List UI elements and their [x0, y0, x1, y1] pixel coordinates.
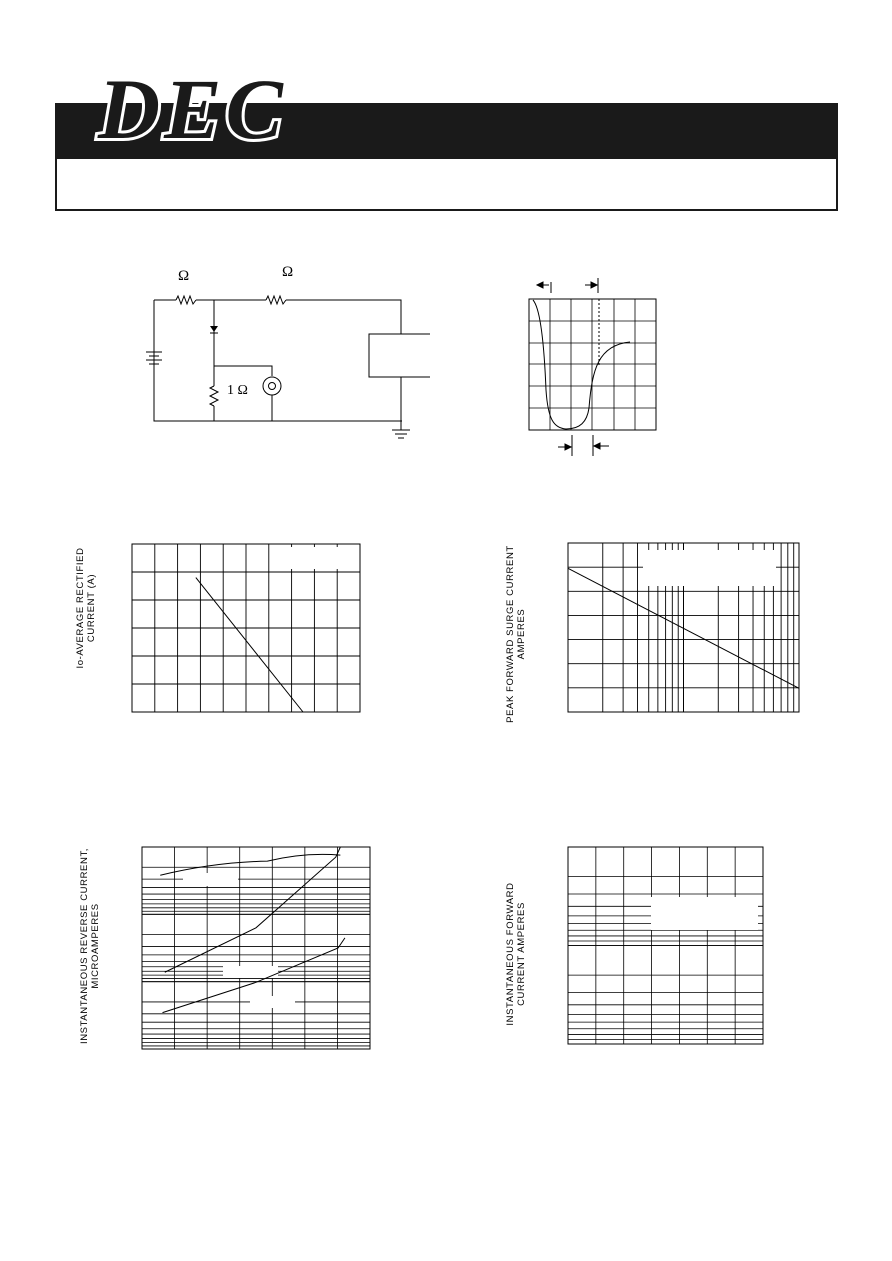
forward-current-chart: [566, 845, 768, 1049]
legend-box: [183, 873, 238, 886]
svg-text:DEC: DEC: [98, 70, 287, 146]
derating-chart: [130, 542, 365, 717]
resistor-left-label: Ω: [178, 268, 190, 284]
legend-box: [643, 550, 776, 586]
series-line: [165, 847, 341, 972]
legend-box: [273, 547, 353, 569]
series-line: [196, 578, 303, 712]
resistor-right-label: Ω: [282, 264, 294, 280]
test-circuit-diagram: [130, 255, 430, 445]
dec-logo: [92, 70, 298, 146]
series-line: [160, 854, 340, 875]
surge-ylabel: PEAK FORWARD SURGE CURRENT AMPERES: [505, 545, 527, 723]
forward-ylabel: INSTANTANEOUS FORWARD CURRENT AMPERES: [505, 882, 527, 1026]
surge-chart: [566, 541, 806, 717]
legend-box: [250, 996, 295, 1008]
derating-ylabel: Io-AVERAGE RECTIFIED CURRENT (A): [75, 547, 97, 669]
legend-box: [651, 897, 758, 930]
shunt-resistor-label: 1 Ω: [227, 383, 248, 398]
reverse-ylabel: INSTANTANEOUS REVERSE CURRENT, MICROAMPERES: [79, 847, 101, 1045]
reverse-recovery-waveform: [520, 270, 670, 465]
reverse-current-chart: [140, 845, 376, 1055]
